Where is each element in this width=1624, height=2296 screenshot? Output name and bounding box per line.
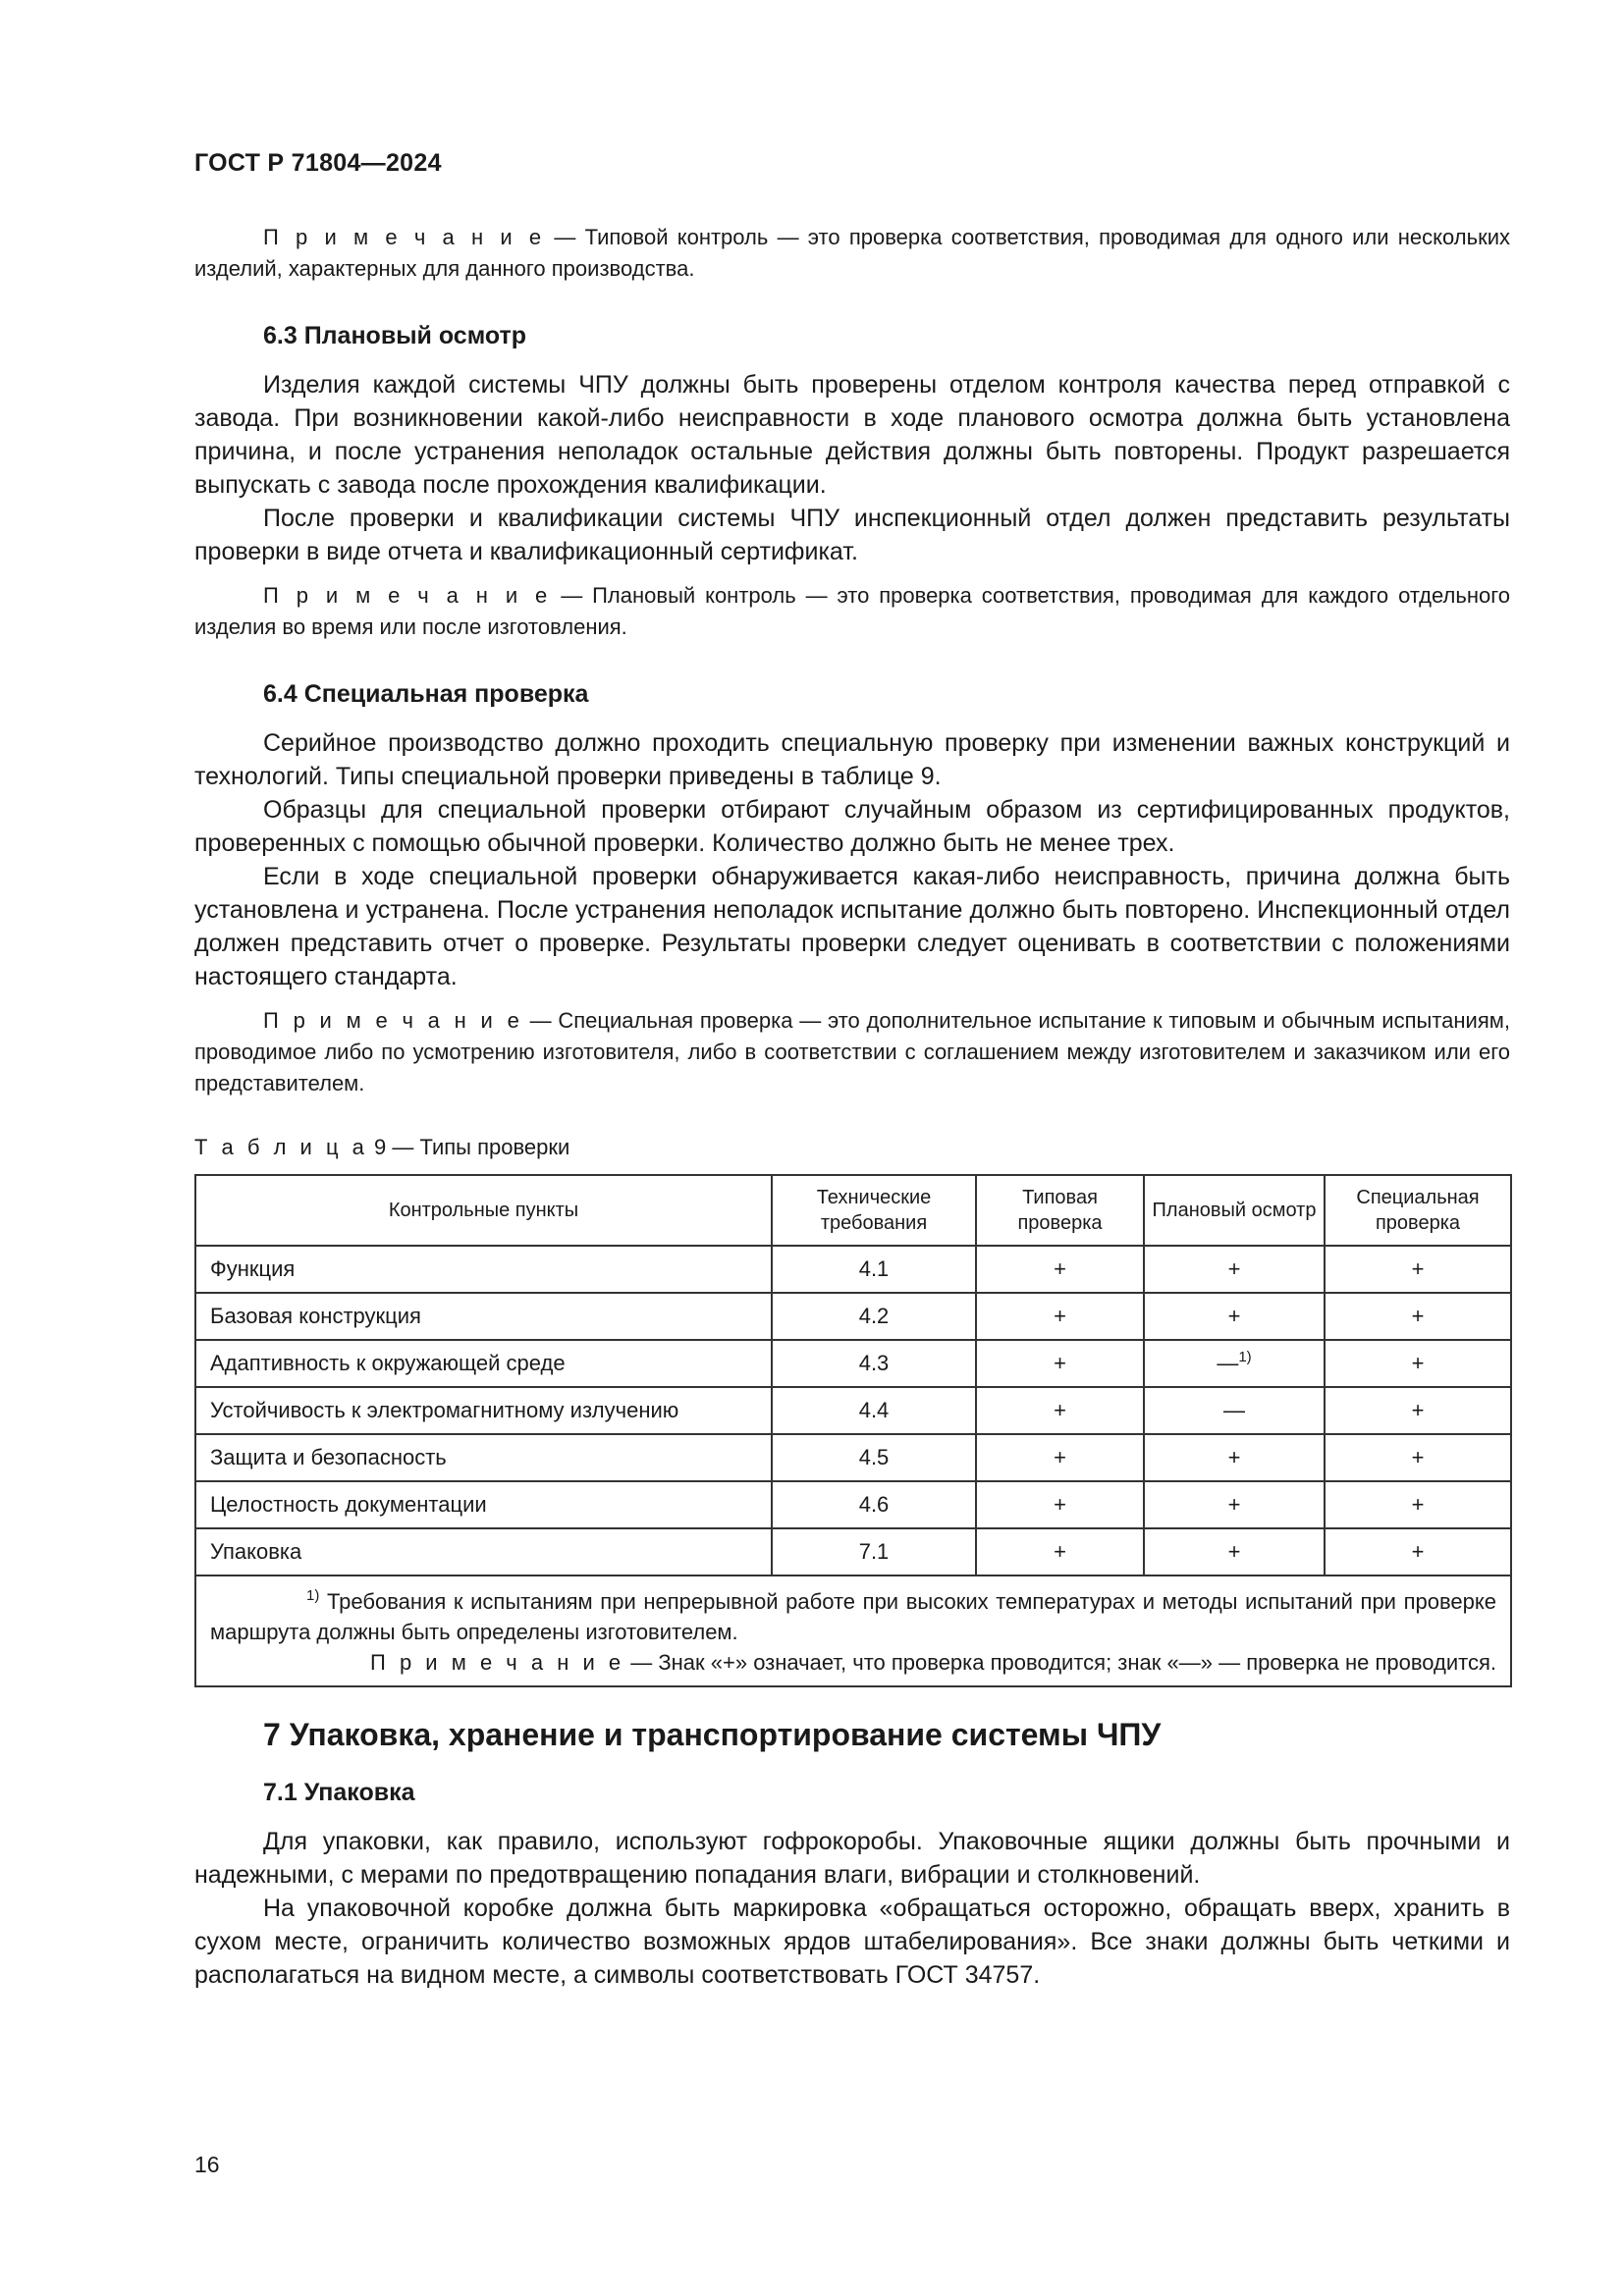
table-cell: 4.2 xyxy=(772,1293,976,1340)
table-cell: + xyxy=(1325,1481,1511,1528)
section-6-4-paragraph: Если в ходе специальной проверки обнаруживается какая-либо неисправность, причина должна быть установлена и устранена. После устранения неполадок испытание должно быть повторено. Инспекционный отдел должен представить отчет о проверке. Результаты проверки следует оценивать в соответствии с положениями настоящего стандарта. xyxy=(194,863,1510,990)
note-text: — Знак «+» означает, что проверка проводится; знак «—» — проверка не проводится. xyxy=(624,1650,1496,1675)
table-cell: + xyxy=(1144,1293,1325,1340)
table-cell: + xyxy=(976,1481,1144,1528)
table-cell: 4.6 xyxy=(772,1481,976,1528)
column-header: Контрольные пункты xyxy=(195,1175,772,1246)
table-cell: Базовая конструкция xyxy=(195,1293,772,1340)
note-text: — Типовой контроль — это проверка соответствия, проводимая для одного или нескольких изделий, характерных для данного производства. xyxy=(194,225,1510,281)
footnote-text: Требования к испытаниям при непрерывной работе при высоких температурах и методы испытаний при проверке маршрута должны быть определены изготовителем. xyxy=(210,1589,1496,1644)
note-typical-control xyxy=(194,222,1510,285)
table-header-row xyxy=(195,1175,1511,1246)
section-6-3-paragraph: Изделия каждой системы ЧПУ должны быть проверены отделом контроля качества перед отправкой с завода. При возникновении какой-либо неисправности в ходе планового осмотра должна быть установлена причина, и после устранения неполадок остальные действия должны быть повторены. Продукт разрешается выпускать с завода после прохождения квалификации. xyxy=(194,371,1510,499)
table-caption-text: 9 — Типы проверки xyxy=(367,1135,570,1159)
section-7-1-title: 7.1 Упаковка xyxy=(263,1779,415,1806)
note-label: П р и м е ч а н и е xyxy=(370,1650,625,1675)
table-9-caption xyxy=(194,1135,1510,1160)
section-6-3-paragraph: После проверки и квалификации системы ЧПУ инспекционный отдел должен представить результаты проверки в виде отчета и квалификационный сертификат. xyxy=(194,505,1510,565)
page-number: 16 xyxy=(194,2152,220,2177)
table-cell: + xyxy=(1144,1528,1325,1575)
section-6-4-paragraph: Образцы для специальной проверки отбирают случайным образом из сертифицированных продуктов, проверенных с помощью обычной проверки. Количество должно быть не менее трех. xyxy=(194,796,1510,857)
table-row xyxy=(195,1340,1511,1387)
table-note xyxy=(210,1647,1496,1678)
inspection-types-table xyxy=(194,1174,1512,1687)
table-cell: Адаптивность к окружающей среде xyxy=(195,1340,772,1387)
table-cell: + xyxy=(976,1387,1144,1434)
table-cell: Защита и безопасность xyxy=(195,1434,772,1481)
note-text: — Специальная проверка — это дополнительное испытание к типовым и обычным испытаниям, проводимое либо по усмотрению изготовителя, либо в соответствии с соглашением между изготовителем и заказчиком или его представителем. xyxy=(194,1008,1510,1095)
note-label: П р и м е ч а н и е xyxy=(263,583,552,608)
page-content xyxy=(194,222,1510,1992)
table-row xyxy=(195,1293,1511,1340)
table-cell: + xyxy=(976,1293,1144,1340)
document-header: ГОСТ Р 71804—2024 xyxy=(194,149,442,177)
note-special-control xyxy=(194,1005,1510,1099)
table-cell: 7.1 xyxy=(772,1528,976,1575)
table-cell: + xyxy=(976,1340,1144,1387)
table-cell: + xyxy=(1325,1246,1511,1293)
note-planned-control xyxy=(194,580,1510,643)
table-cell: + xyxy=(1144,1246,1325,1293)
footnote-reference: 1) xyxy=(1238,1349,1252,1365)
table-caption-label: Т а б л и ц а xyxy=(194,1135,368,1159)
table-cell: + xyxy=(1325,1387,1511,1434)
section-6-4-title: 6.4 Специальная проверка xyxy=(263,680,589,708)
column-header: Плановый осмотр xyxy=(1144,1175,1325,1246)
footnote-mark: 1) xyxy=(306,1587,320,1604)
table-footer xyxy=(195,1575,1511,1686)
table-row xyxy=(195,1246,1511,1293)
section-6-4-paragraph: Серийное производство должно проходить специальную проверку при изменении важных конструкций и технологий. Типы специальной проверки приведены в таблице 9. xyxy=(194,729,1510,790)
table-cell: + xyxy=(1144,1481,1325,1528)
table-cell: 4.4 xyxy=(772,1387,976,1434)
column-header: Типовая проверка xyxy=(976,1175,1144,1246)
table-cell: + xyxy=(1144,1434,1325,1481)
table-row xyxy=(195,1528,1511,1575)
table-cell: + xyxy=(1325,1293,1511,1340)
table-row xyxy=(195,1434,1511,1481)
section-7-1-paragraph: На упаковочной коробке должна быть маркировка «обращаться осторожно, обращать вверх, хранить в сухом месте, ограничить количество возможных ярдов штабелирования». Все знаки должны быть четкими и располагаться на видном месте, а символы соответствовать ГОСТ 34757. xyxy=(194,1895,1510,1989)
table-cell: + xyxy=(1325,1434,1511,1481)
table-cell: Функция xyxy=(195,1246,772,1293)
table-cell: + xyxy=(1325,1528,1511,1575)
table-footnote xyxy=(210,1586,1496,1647)
cell-value: — xyxy=(1217,1351,1239,1375)
table-cell: + xyxy=(976,1246,1144,1293)
note-label: П р и м е ч а н и е xyxy=(263,1008,523,1033)
table-cell: + xyxy=(976,1528,1144,1575)
table-cell: — xyxy=(1144,1387,1325,1434)
section-7-1-paragraph: Для упаковки, как правило, используют гофрокоробы. Упаковочные ящики должны быть прочными и надежными, с мерами по предотвращению попадания влаги, вибрации и столкновений. xyxy=(194,1828,1510,1889)
table-cell: Устойчивость к электромагнитному излучению xyxy=(195,1387,772,1434)
table-cell: + xyxy=(1325,1340,1511,1387)
column-header: Специальная проверка xyxy=(1325,1175,1511,1246)
note-label: П р и м е ч а н и е xyxy=(263,225,546,249)
note-text: — Плановый контроль — это проверка соответствия, проводимая для каждого отдельного изделия во время или после изготовления. xyxy=(194,583,1510,639)
section-7-title: 7 Упаковка, хранение и транспортирование системы ЧПУ xyxy=(263,1717,1162,1752)
column-header: Технические требования xyxy=(772,1175,976,1246)
table-footer-row xyxy=(195,1575,1511,1686)
table-row xyxy=(195,1481,1511,1528)
table-row xyxy=(195,1387,1511,1434)
table-cell: 4.1 xyxy=(772,1246,976,1293)
table-cell: Целостность документации xyxy=(195,1481,772,1528)
section-6-3-title: 6.3 Плановый осмотр xyxy=(263,322,527,349)
table-cell: Упаковка xyxy=(195,1528,772,1575)
table-cell xyxy=(1144,1340,1325,1387)
table-cell: 4.3 xyxy=(772,1340,976,1387)
table-cell: + xyxy=(976,1434,1144,1481)
table-cell: 4.5 xyxy=(772,1434,976,1481)
